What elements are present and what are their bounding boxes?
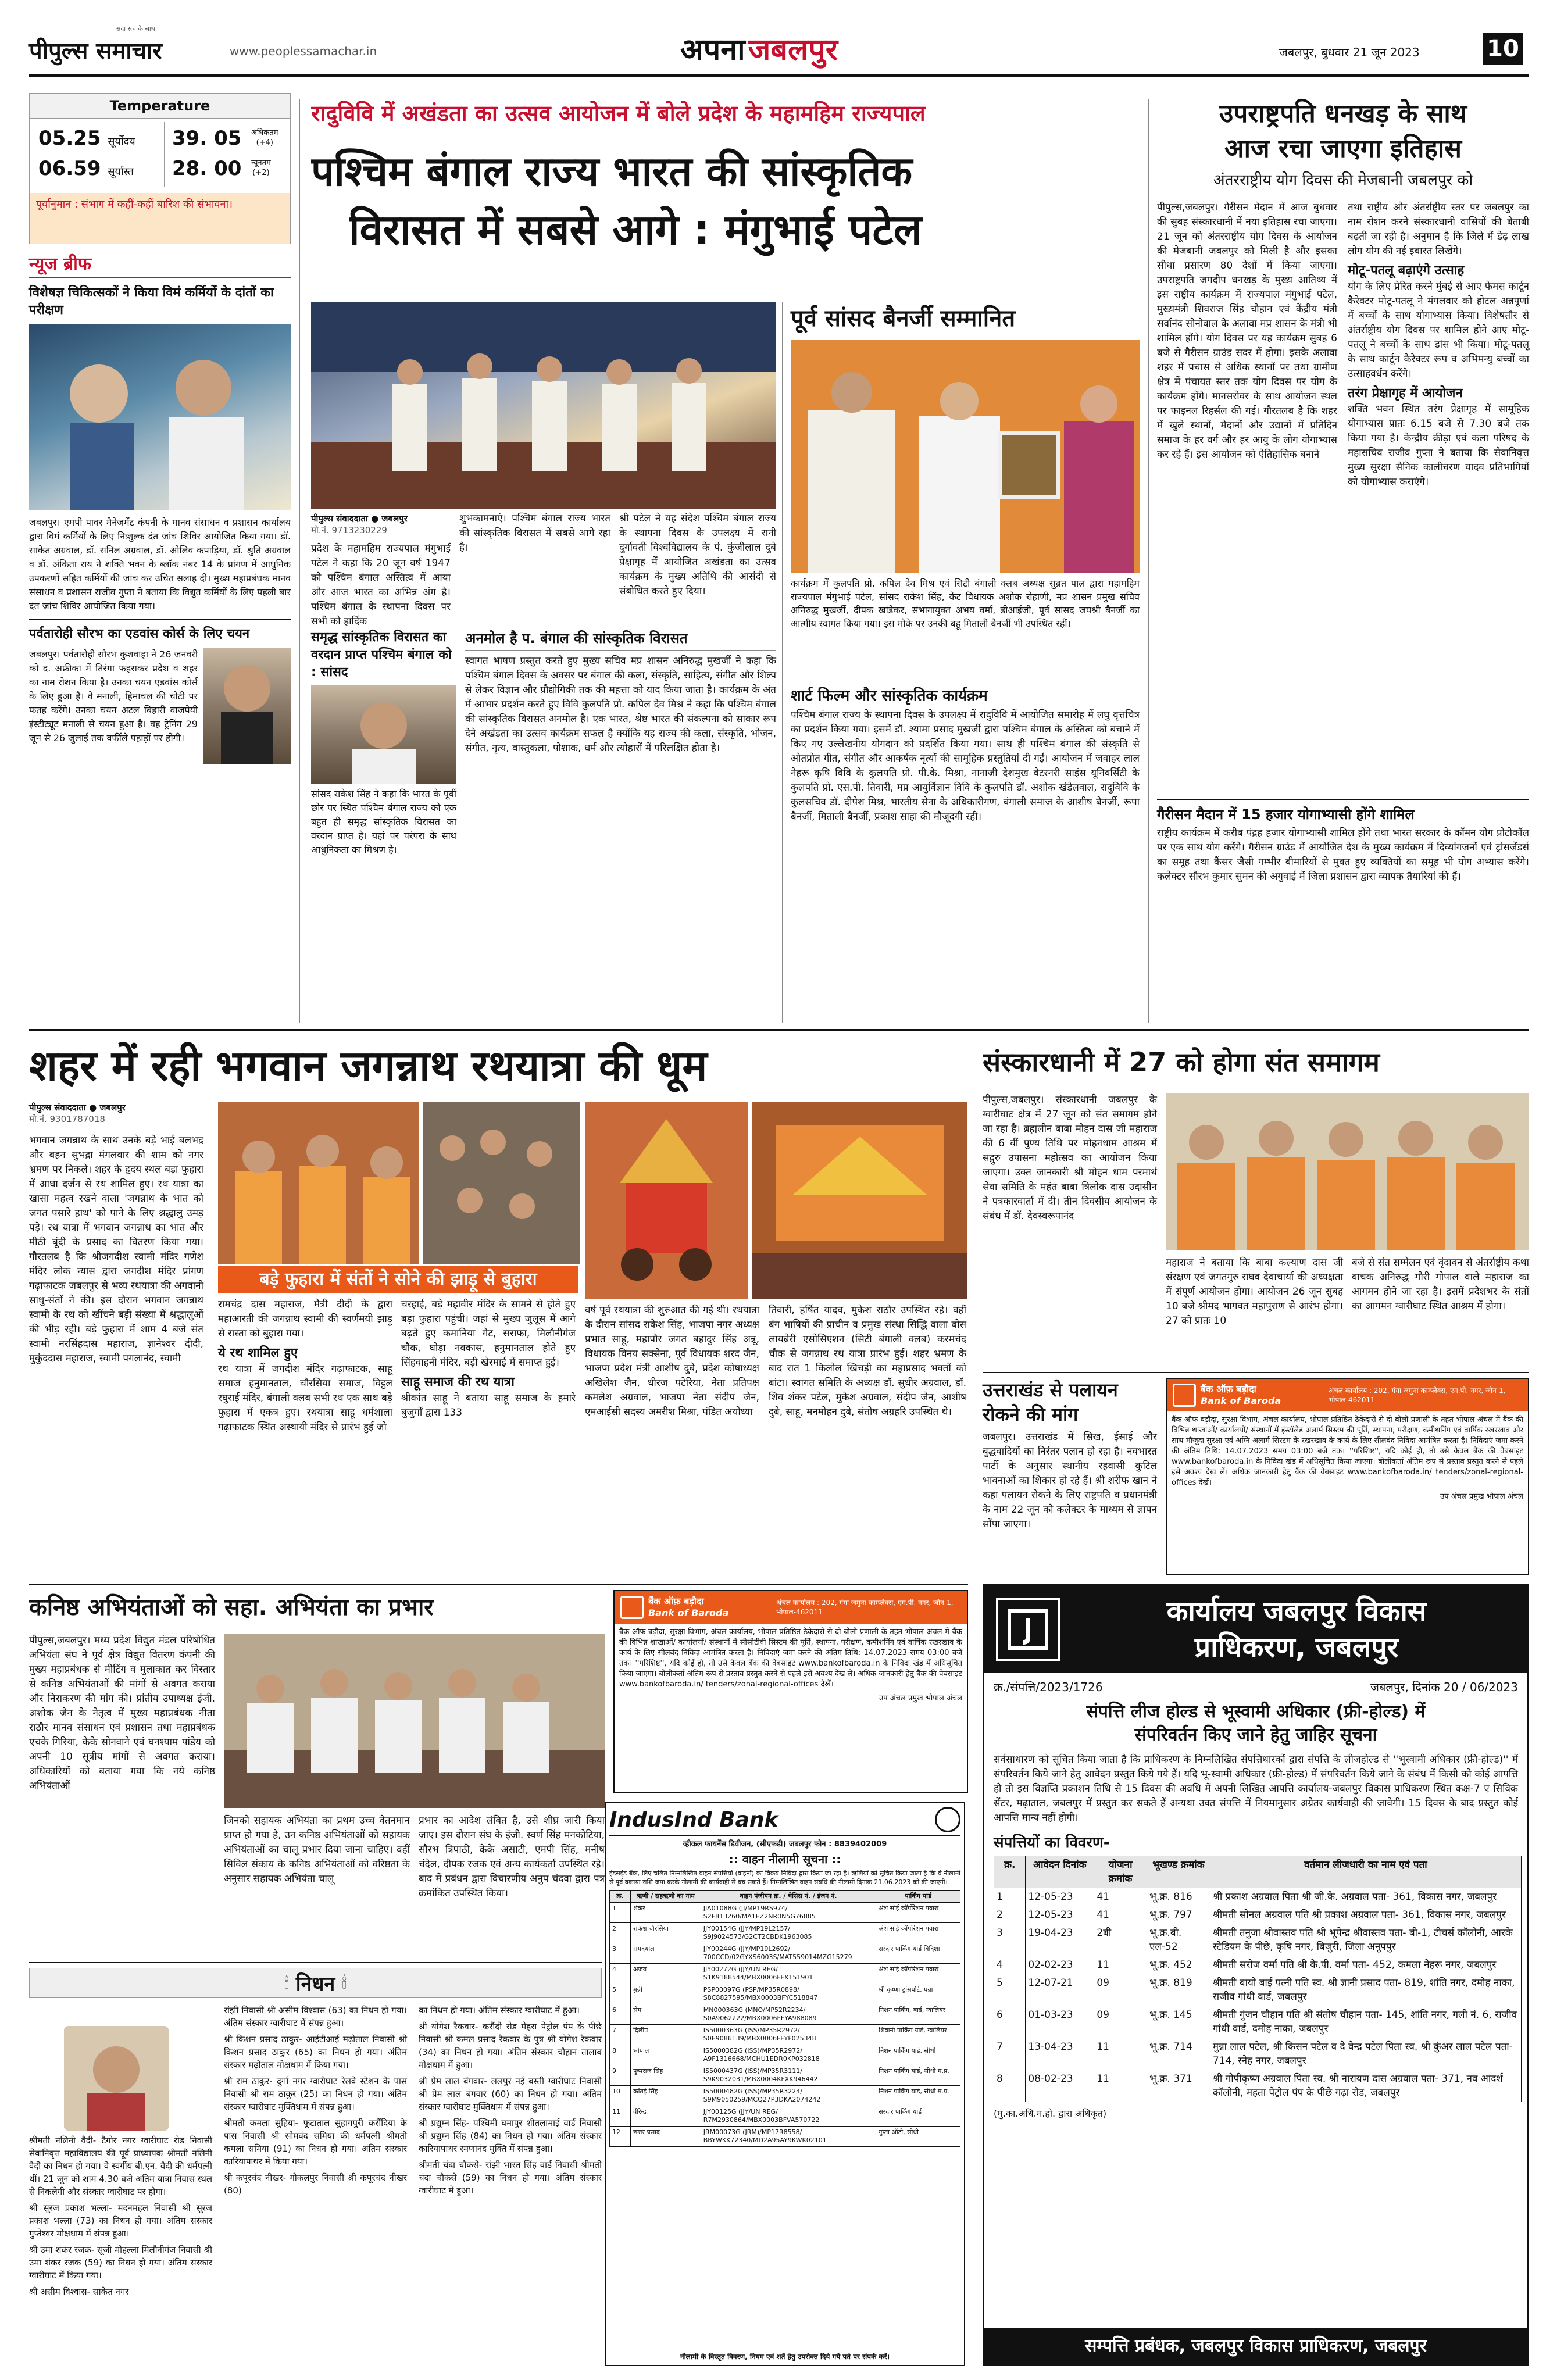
indusind-table-row bbox=[610, 2127, 960, 2147]
vp-sub3-body: राष्ट्रीय कार्यक्रम में करीब पंद्रह हजार योगाभ्यासी शामिल होंगे तथा भारत सरकार के कॉमन योग प्रोटोकॉल पर एक साथ योग करेंगे। गैरीसन ग्राउंड में आयोजित देश के मुख्य कार्यक्रम में दिव्यांगजनों एवं ट्रांसजेंडर्स का समूह तथा कैंसर जैसी गम्भीर बीमारियों से मुक्त हुए व्यक्तियों का समूह भी योग अभ्यास करेंगे। कलेक्टर सौरभ कुमार सुमन की अगुवाई में जिला प्रशासन द्वारा व्यापक तैयारियां की हैं। bbox=[1157, 827, 1529, 882]
rath-sub1-body: रथ यात्रा में जगदीश मंदिर गढ़ाफाटक, साहू समाज हनुमानताल, चौरसिया समाज, विट्ठल रघुराई मंदिर, बंगाली क्लब सभी रथ एक साथ बड़े फुहारा में एकत्र हुए। रथयात्रा साहू धर्मशाला गढ़ाफाटक स्थित अस्थायी मंदिर से प्रारंभ हुई जो bbox=[218, 1363, 392, 1433]
rath-col-3 bbox=[401, 1298, 576, 1420]
lead-photo-mp bbox=[311, 685, 456, 784]
indusind-table-cell: IS5000382G (ISS)/MP35R2972/ A9F1316668/MCHU1EDR0KP032818 bbox=[701, 2045, 876, 2065]
jda-table-cell: भू.क्र.बी. एल-52 bbox=[1147, 1924, 1210, 1956]
jda-table-cell: श्रीमती सोनल अग्रवाल पति श्री प्रकाश अग्रवाल पता- 361, विकास नगर, जबलपुर bbox=[1210, 1906, 1521, 1924]
sunrise-label: सूर्योदय bbox=[108, 135, 135, 148]
indusind-table-cell: शंकर bbox=[631, 1903, 701, 1923]
jda-notice-head-2: संपरिवर्तन किए जाने हेतु जाहिर सूचना bbox=[1134, 1725, 1377, 1745]
sant-col-1: पीपुल्स,जबलपुर। संस्कारधानी जबलपुर के ग्वारीघाट क्षेत्र में 27 जून को संत समागम होने जा रहा है। ब्रह्मलीन बाबा मोहन दास जी महाराज की 6 वीं पुण्य तिथि पर मोहनधाम आश्रम में सद्गुरु उपासना महोत्सव का आयोजन किया जाएगा। उक्त जानकारी श्री मोहन धाम परमार्थ सेवा समिति के महंत बाबा त्रिलोक दास उदासीन ने पत्रकारवार्ता में दी। तीन दिवसीय आयोजन के संबंध में डॉ. देवस्वरूपानंद bbox=[983, 1094, 1157, 1222]
max-temp: 39. 05 bbox=[172, 127, 242, 150]
rath-photo-2 bbox=[423, 1102, 580, 1264]
vp-col-2 bbox=[1348, 201, 1529, 489]
jda-table bbox=[994, 1856, 1522, 2102]
site-url[interactable]: www.peoplessamachar.in bbox=[230, 44, 377, 58]
masthead bbox=[0, 0, 1557, 90]
brief-headline-2: पर्वतारोही सौरभ का एडवांस कोर्स के लिए चयन bbox=[29, 627, 250, 641]
indusind-table-cell: JJY00154G (JJY/MP19L2157/ S9J9024573/G2CT2CBDK1963085 bbox=[701, 1923, 876, 1943]
section-title bbox=[680, 28, 838, 67]
indusind-table-cell: 11 bbox=[610, 2106, 631, 2127]
max-label: अधिकतम bbox=[251, 128, 278, 137]
portrait-illustration bbox=[203, 648, 291, 764]
jda-emblem bbox=[1005, 1606, 1051, 1653]
jda-table-cell: भू.क्र. 816 bbox=[1147, 1888, 1210, 1906]
banerjee-caption: कार्यक्रम में कुलपति प्रो. कपिल देव मिश्र एवं सिटी बंगाली क्लब अध्यक्ष सुब्रत पाल द्वारा महामहिम राज्यपाल मंगुभाई पटेल, सांसद राकेश सिंह, केंट विधायक अशोक रोहाणी, मप्र शासन प्रमुख सचिव अनिरुद्ध मुखर्जी, दीपक खांडेकर, संभागायुक्त अभय वर्मा, डीआईजी, पूर्व सांसद जयश्री बैनर्जी का आत्मीय स्वागत किया गया। इस मौके पर उनकी बहू मिताली बैनर्जी भी उपस्थित रहीं। bbox=[791, 578, 1140, 629]
jda-table-row bbox=[994, 1974, 1522, 2006]
jda-table-cell: 19-04-23 bbox=[1026, 1924, 1094, 1956]
vp-sub1-head: मोटू-पतलू बढ़ाएंगे उत्साह bbox=[1348, 263, 1465, 278]
bob-logo-icon bbox=[1173, 1384, 1196, 1407]
jda-table-cell: 41 bbox=[1094, 1906, 1147, 1924]
indusind-table-cell: 6 bbox=[610, 2004, 631, 2025]
indusind-table-cell: सेम bbox=[631, 2004, 701, 2025]
min-temp: 28. 00 bbox=[172, 157, 242, 180]
rath-col-2-body: रामचंद्र दास महाराज, मैत्री दीदी के द्वारा महाआरती की जगन्नाथ स्वामी की स्वर्णमयी झाड़ू से रास्ता को बुहारा गया। bbox=[218, 1299, 392, 1339]
abhiyanta-headline: कनिष्ठ अभियंताओं को सहा. अभियंता का प्रभार bbox=[29, 1594, 434, 1621]
indusind-table-row bbox=[610, 2025, 960, 2045]
rath-byline: पीपुल्स संवाददाता ● जबलपुर bbox=[29, 1102, 126, 1113]
obituary-entry: श्री असीम विश्वास- साकेत नगर bbox=[29, 2286, 129, 2297]
obituary-entry: श्रीमती चंदा चौकसे- रांझी भारत सिंह वार्ड निवासी श्रीमती चंदा चौकसे (59) का निधन हो गया। अंतिम संस्कार ग्वारीघाट में हुआ। bbox=[419, 2160, 602, 2196]
stage-illustration bbox=[311, 302, 776, 509]
indusind-table-cell: निशन पार्किंग यार्ड, सीधी bbox=[876, 2045, 960, 2065]
brand-tagline: सदा सच के साथ bbox=[116, 25, 155, 33]
sunset-label: सूर्यास्त bbox=[108, 166, 134, 178]
indusind-table-row bbox=[610, 1943, 960, 1964]
rath-col-3-body: चरहाई, बड़े महावीर मंदिर के सामने से होते हुए बड़ा फुहारा पहुंची। जहां से मुख्य जुलूस में आगे बढ़ते हुए कमानिया गेट, सराफा, मिलौनीगंज चौक, घोड़ा नक्कास, हनुमानताल होते हुए सिंहवाहनी मंदिर, बड़ी खेरमाई में समाप्त हुई। bbox=[401, 1299, 576, 1368]
obituary-entry: का निधन हो गया। अंतिम संस्कार ग्वारीघाट में हुआ। bbox=[419, 2005, 580, 2016]
jda-table-title: संपत्तियों का विवरण- bbox=[994, 1834, 1110, 1852]
lead-byline: पीपुल्स संवाददाता ● जबलपुर bbox=[311, 513, 408, 524]
indusind-table-cell: JJY00125G (JJY/UN REG/ R7M2930864/MBX0003BFVA570722 bbox=[701, 2106, 876, 2127]
rath-photo-3 bbox=[585, 1102, 748, 1299]
jda-table-row bbox=[994, 2070, 1522, 2102]
max-delta: (+4) bbox=[256, 138, 273, 147]
abhiyanta-col-1: पीपुल्स,जबलपुर। मध्य प्रदेश विद्युत मंडल परिषोधित अभियंता संघ ने पूर्व क्षेत्र विद्युत वितरण कंपनी की मुख्य महाप्रबंधक से मीटिंग व मुलाकात कर विस्तार से कनिष्ठ अभियंताओं की मांगों से अवगत कराया और निराकरण की मांग की। प्रांतीय उपाध्यक्ष इंजी. अशोक जैन के नेतृत्व में मुख्य महाप्रबंधक नीता राठौर मानव संसाधन एवं प्रशासन तथा महाप्रबंधक एचके गिरिया, केके सोनवाने एवं घनश्याम पांडेय को अपनी 10 सूत्रीय मांगों से अवगत कराया। अधिकारियों को बताया गया कि नये कनिष्ठ अभियंताओं bbox=[29, 1635, 215, 1792]
jda-table-cell: 1 bbox=[994, 1888, 1026, 1906]
obituary-entry: श्री कपूरचंद नीखर- गोकलपुर निवासी श्री कपूरचंद नीखर (80) bbox=[224, 2172, 407, 2196]
dental-camp-illustration bbox=[29, 324, 291, 510]
vp-sub2-head: तरंग प्रेक्षागृह में आयोजन bbox=[1348, 386, 1463, 401]
rath-col-1: भगवान जगन्नाथ के साथ उनके बड़े भाई बलभद्र और बहन सुभद्रा मंगलवार की शाम को नगर भ्रमण पर निकले। शहर के हृदय स्थल बड़ा फुहारा में आधा दर्जन से रथ शामिल हुए। रथ यात्रा का खासा महत्व रखने वाला 'जगन्नाथ के भात को जगत पसारे हाथ' को पाने के लिए श्रद्धालु उमड़ पड़े। रथ यात्रा में भगवान जगन्नाथ का भात और मीठी बूंदी के प्रसाद का वितरण किया गया। गौरतलब है कि श्रीजगदीश स्वामी मंदिर गणेश मंदिर लोक न्यास द्वारा जगदीश मंदिर प्रांगण गढ़ाफाटक जबलपुर से भव्य रथयात्रा की अगवानी साधु-संतों ने की। इस दौरान भगवान जगन्नाथ स्वामी के रथ को खींचने बड़ी संख्या में श्रद्धालुओं की भीड़ रही। बड़े फुहारा में शाम 4 बजे संत स्वामी नरसिंहदास महाराज, ज्ञानेश्वर दीदी, मुकुंददास महाराज, स्वामी पगलानंद, स्वामी bbox=[29, 1135, 203, 1364]
indusind-notice-title: :: वाहन नीलामी सूचना :: bbox=[728, 1852, 841, 1866]
banerjee-headline: पूर्व सांसद बैनर्जी सम्मानित bbox=[791, 305, 1016, 332]
indusind-table-cell: शिवानी पार्किंग यार्ड, ग्वालियर bbox=[876, 2025, 960, 2045]
jda-table-cell: 8 bbox=[994, 2070, 1026, 2102]
indusind-table-cell: दिलीप bbox=[631, 2025, 701, 2045]
lead-headline-1: पश्चिम बंगाल राज्य भारत की सांस्कृतिक bbox=[311, 148, 913, 195]
indusind-table-header: ऋणी / सहऋणी का नाम bbox=[631, 1891, 701, 1903]
chariot-illustration bbox=[585, 1102, 748, 1299]
jda-table-cell: 3 bbox=[994, 1924, 1026, 1956]
indusind-notice-body: इंडसइंड बैंक, लिए चलित निम्नलिखित वाहन संपत्तियों (वाहनों) का विक्रय निविदा द्वारा किया जा रहा है। ऋणियों को सूचित किया जाता है कि वे नीलामी से पूर्व बकाया राशि जमा करके नीलामी की कार्यवाही से बच सकते हैं। निम्नलिखित वाहन संबंधि की नीलामी दिनांक 21.06.2023 को की जाएगी। bbox=[609, 1870, 960, 1886]
brand-logo bbox=[29, 25, 215, 65]
saints-illustration bbox=[218, 1102, 419, 1264]
lead-sub1-head: समृद्ध सांस्कृतिक विरासत का वरदान प्राप्त पश्चिम बंगाल को : सांसद bbox=[311, 630, 452, 680]
vp-col-2-body: तथा राष्ट्रीय और अंतर्राष्ट्रीय स्तर पर जबलपुर का नाम रोशन करने संस्कारधानी वासियों की बेताबी बढ़ती जा रही है। अनुमान है कि जिले में डेढ़ लाख लोग योग की नई इबारत लिखेंगे। bbox=[1348, 202, 1529, 257]
indusind-table-row bbox=[610, 2045, 960, 2065]
jda-table-row bbox=[994, 1924, 1522, 1956]
jda-table-cell: 2बी bbox=[1094, 1924, 1147, 1956]
news-brief bbox=[29, 251, 291, 1024]
lead-sub2-head: अनमोल है प. बंगाल की सांस्कृतिक विरासत bbox=[465, 629, 776, 651]
vp-sub3 bbox=[1157, 805, 1529, 884]
issue-date: जबलपुर, बुधवार 21 जून 2023 bbox=[1279, 45, 1420, 59]
jda-table-cell: 12-05-23 bbox=[1026, 1906, 1094, 1924]
jda-table-row bbox=[994, 1906, 1522, 1924]
jda-table-cell: भू.क्र. 371 bbox=[1147, 2070, 1210, 2102]
saints-panel-illustration bbox=[1166, 1093, 1529, 1250]
obituaries-title: निधन bbox=[295, 1972, 335, 1996]
brief-headline-1: विशेषज्ञ चिकित्सकों ने किया विमं कर्मियों के दांतों का परीक्षण bbox=[29, 285, 274, 317]
jda-table-cell: भू.क्र. 452 bbox=[1147, 1956, 1210, 1974]
jda-table-cell: भू.क्र. 714 bbox=[1147, 2038, 1210, 2070]
lead-headline-2: विरासत में सबसे आगे : मंगुभाई पटेल bbox=[349, 205, 922, 254]
rath-col-4: वर्ष पूर्व रथयात्रा की शुरुआत की गई थी। रथयात्रा के दौरान सांसद राकेश सिंह, भाजपा नगर अध्यक्ष प्रभात साहू, महापौर जगत बहादुर सिंह अन्नू, विधायक विनय सक्सेना, पूर्व विधायक शरद जैन, भाजपा प्रदेश मंत्री आशीष दुबे, प्रदेश कोषाध्यक्ष अखिलेश जैन, धीरज पटेरिया, नेता प्रतिपक्ष कमलेश अग्रवाल, भाजपा नेता संदीप जैन, एमआईसी सदस्य अमरीश मिश्रा, पंडित अयोध्या bbox=[585, 1305, 759, 1418]
indusind-table-cell: अंश सांई कॉर्पोरेशन पवारा bbox=[876, 1964, 960, 1984]
indusind-table-cell: JRM00073G (JRM)/MP17R8558/ BBYWKK72340/MD2A95AY9KWK02101 bbox=[701, 2127, 876, 2147]
jda-notice-head-1: संपत्ति लीज होल्ड से भूस्वामी अधिकार (फ्री-होल्ड) में bbox=[1086, 1702, 1426, 1722]
jda-table-cell: 6 bbox=[994, 2006, 1026, 2038]
indusind-table-header: क्र. bbox=[610, 1891, 631, 1903]
jda-table-cell: 11 bbox=[1094, 2070, 1147, 2102]
jda-table-header: भूखण्ड क्रमांक bbox=[1147, 1856, 1210, 1888]
lead-photo-governor-stage bbox=[311, 302, 776, 509]
obituary-entry: श्रीमती कमला सुहिया- फूटाताल सुहागपुरी करौंदिया के पास निवासी श्री सोमवंद समिया की धर्मपत्नी श्रीमती कमला समिया (91) का निधन हो गया। अंतिम संस्कार कारियापाथर में किया गया। bbox=[224, 2118, 407, 2167]
jda-title-2: प्राधिकरण, जबलपुर bbox=[1194, 1631, 1399, 1664]
rath-sub2-head: साहू समाज की रथ यात्रा bbox=[401, 1375, 515, 1389]
abhiyanta-col-2: जिनको सहायक अभियंता का प्रथम उच्च वेतनमान प्राप्त हो गया है, उन कनिष्ठ अभियंताओं को सहायक अभियंताओं का चालू प्रभार दिया जाना चाहिए। वहीं सिविल संकाय के कनिष्ठ अभियंताओं को वरिष्ठता के अनुसार सहायक अभियंता चालू bbox=[224, 1815, 410, 1885]
lead-sub1 bbox=[311, 629, 456, 857]
indusind-table-cell: IS5000363G (ISS/MP35R2972/ S0E9086139/MBX0006FFYF025348 bbox=[701, 2025, 876, 2045]
obituary-entry: श्रीमती नलिनी वैदी- टैगोर नगर ग्वारीघाट रोड निवासी सेवानिवृत्त महाविद्यालय की पूर्व प्राध्यापक श्रीमती नलिनी वैदी का निधन हो गया। वे स्वर्गीय बी.एन. वैदी की धर्मपत्नी थीं। 21 जून को शाम 4.30 बजे अंतिम यात्रा निवास स्थल से निकलेगी और संस्कार ग्वारीघाट पर होगा। bbox=[29, 2135, 212, 2197]
indusind-table-cell: JJY00272G (JJY/UN REG/ S1K9188544/MBX0006FFX151901 bbox=[701, 1964, 876, 1984]
banerjee-sub-body: पश्चिम बंगाल राज्य के स्थापना दिवस के उपलक्ष्य में रादुविवि में आयोजित समारोह में लघु वृत्तचित्र का प्रदर्शन किया गया। इसमें डॉ. श्यामा प्रसाद मुखर्जी द्वारा पश्चिम बंगाल के अस्तित्व को बचाने में किए गए उल्लेखनीय योगदान को प्रदर्शित किया गया। साथ ही पश्चिम बंगाल की संस्कृति से ओतप्रोत गीत, संगीत और आकर्षक नृत्यों की सामूहिक प्रस्तुतियां दी गईं। आयोजन में जवाहर लाल नेहरू कृषि विवि के कुलपति प्रो. पी.के. मिश्रा, नानाजी देशमुख वेटरनरी साइंस यूनिवर्सिटी के कुलपति प्रो. एस.पी. तिवारी, मप्र आयुर्विज्ञान विवि के कुलपति डॉ. अशोक खंडेलवाल, रादुविवि के कुलसचिव डॉ. दीपेश मिश्र, भारतीय सेना के अधिकारीगण, बंगाली समाज के आशीष बैनर्जी, रूपा बैनर्जी, मिताली बैनर्जी, प्रकाश साहा की मौजूदगी रही। bbox=[791, 709, 1140, 823]
lead-sub1-body: सांसद राकेश सिंह ने कहा कि भारत के पूर्वी छोर पर स्थित पश्चिम बंगाल राज्य को एक बहुत ही समृद्ध सांस्कृतिक विरासत का वरदान प्राप्त है। यहां पर परंपरा के साथ आधुनिकता का मिश्रण है। bbox=[311, 788, 456, 855]
indusind-table-row bbox=[610, 1923, 960, 1943]
bob-office: अंचल कार्यालय : 202, गंगा जमुना काम्प्लेक्स, एम.पी. नगर, जोन-1, भोपाल-462011 bbox=[1329, 1386, 1506, 1404]
bob-office: अंचल कार्यालय : 202, गंगा जमुना काम्प्लेक्स, एम.पी. नगर, जोन-1, भोपाल-462011 bbox=[776, 1599, 954, 1616]
jda-table-cell: 11 bbox=[1094, 1956, 1147, 1974]
indusind-table-cell: 12 bbox=[610, 2127, 631, 2147]
vp-col-1: पीपुल्स,जबलपुर। गैरीसन मैदान में आज बुधवार की सुबह संस्कारधानी में नया इतिहास रचा जाएगा। 21 जून को अंतरराष्ट्रीय योग दिवस के आयोजन की मेजबानी जबलपुर को मिली है और इसका सीधा प्रसारण 80 देशों में किया जाएगा। उपराष्ट्रपति जगदीप धनखड़ के मुख्य आतिथ्य में इस राष्ट्रीय कार्यक्रम में राज्यपाल मंगुभाई पटेल, मुख्यमंत्री शिवराज सिंह चौहान एवं केंद्रीय मंत्री सर्वानंद सोनोवाल के अलावा मप्र शासन के मंत्री भी शामिल होंगे। योग दिवस पर यह कार्यक्रम सुबह 6 बजे से गैरीसन ग्राउंड सदर में होगा। इसके अलावा शहर में पचास से अधिक स्थानों पर तथा ग्रामीण क्षेत्र में पंचायत स्तर तक योग दिवस पर योग के कार्यक्रम होंगे। मानसरोवर के साथ आयोजन स्थल पर फाइनल रिहर्सल की गई। गौरतलब है कि शहर में खुले स्थानों, मैदानों और उद्यानों में प्रतिदिन समाज के हर वर्ग और हर आयु के लोग योगाभ्यास कर रहे हैं। इस आयोजन को ऐतिहासिक बनाने bbox=[1157, 202, 1337, 460]
indusind-table-cell: निशन पार्किंग यार्ड, सीधी म.प्र. bbox=[876, 2065, 960, 2086]
jda-table-cell: 09 bbox=[1094, 2006, 1147, 2038]
jda-table-row bbox=[994, 1956, 1522, 1974]
jda-table-cell: 12-05-23 bbox=[1026, 1888, 1094, 1906]
jda-table-cell: 02-02-23 bbox=[1026, 1956, 1094, 1974]
jda-footer: सम्पत्ति प्रबंधक, जबलपुर विकास प्राधिकरण, जबलपुर bbox=[984, 2328, 1527, 2364]
lead-kicker: रादुविवि में अखंडता का उत्सव आयोजन में बोले प्रदेश के महामहिम राज्यपाल bbox=[311, 101, 926, 126]
indusind-table-cell: निशन पार्किंग यार्ड, सीधी म.प्र. bbox=[876, 2086, 960, 2106]
banerjee-sub-head: शार्ट फिल्म और सांस्कृतिक कार्यक्रम bbox=[791, 687, 988, 705]
page-number: 10 bbox=[1483, 33, 1523, 65]
indusind-table-cell: भोपाल bbox=[631, 2045, 701, 2065]
rath-sub1-head: ये रथ शामिल हुए bbox=[218, 1346, 298, 1360]
indusind-table-cell: IS5000437G (ISS)/MP35R3111/ S9K9032031/MBX0004KFXK946442 bbox=[701, 2065, 876, 2086]
indusind-table-header: वाहन पंजीयन क्र. / चेसिस नं. / इंजन नं. bbox=[701, 1891, 876, 1903]
obituary-col-1 bbox=[29, 2004, 212, 2298]
rath-sub2-body: श्रीकांत साहू ने बताया साहू समाज के हमारे बुजुर्गों द्वारा 133 bbox=[401, 1392, 576, 1418]
jda-notice[interactable] bbox=[983, 1584, 1529, 2366]
jda-table-cell: 08-02-23 bbox=[1026, 2070, 1094, 2102]
jda-table-cell: श्रीमती तनुजा श्रीवास्तव पति श्री भूपेन्द्र श्रीवास्तव पता- बी-1, टीचर्स कॉलोनी, आरके स्टेडियम के पीछे, कृषि नगर, बिजुरी, जिला अनूपपुर bbox=[1210, 1924, 1521, 1956]
obituary-entry: श्री राम ठाकुर- दुर्गा नगर ग्वारीघाट रेलवे स्टेशन के पास निवासी श्री राम ठाकुर (25) का निधन हो गया। अंतिम संस्कार ग्वारीघाट मुक्तिधाम में संपन्न हुआ। bbox=[224, 2076, 407, 2112]
sant-photo bbox=[1166, 1093, 1529, 1250]
indusind-footer: नीलामी के विस्तृत विवरण, नियम एवं शर्तें हेतु उपरोक्त दिये गये पते पर संपर्क करें। bbox=[609, 2349, 960, 2361]
masthead-rule bbox=[29, 74, 1529, 77]
indusind-table-row bbox=[610, 2004, 960, 2025]
indusind-table-cell: 3 bbox=[610, 1943, 631, 1964]
bob-ad-body: बैंक ऑफ बड़ौदा, सुरक्षा विभाग, अंचल कार्यालय, भोपाल प्रतिष्ठित ठेकेदारों से दो बोली प्रणाली के तहत भोपाल अंचल में बैंक की विभिन्न शाखाओं/ कार्यालयों/ संस्थानों में सीसीटीवी सिस्टम की पूर्ति, स्थापना, परीक्षण, कमीशनिंग एवं वार्षिक रखरखाव के कार्य के लिए सीलबंद निविदा आमंत्रित करता है। निविदाएं जमा करने की अंतिम तिथि: 14.07.2023 समय 03:00 बजे तक। ''परिशिष्ट'', यदि कोई हो, तो उसे केवल बैंक की वेबसाइट www.bankofbaroda.in के निविदा खंड में अधिसूचित किया जाएगा। बोलीकर्ता अंतिम रूप से प्रस्ताव प्रस्तुत करने से पहले इसे अवश्य देख लें। अधिक जानकारी हेतु बैंक की वेबसाइट www.bankofbaroda.in/ tenders/zonal-regional-offices देखें। bbox=[619, 1628, 962, 1689]
indusind-table-cell: 1 bbox=[610, 1903, 631, 1923]
uttarakhand-story bbox=[983, 1378, 1157, 1532]
indusind-table-row bbox=[610, 2086, 960, 2106]
lead-sub2-body: स्वागत भाषण प्रस्तुत करते हुए मुख्य सचिव मप्र शासन अनिरुद्ध मुखर्जी ने कहा कि पश्चिम बंगाल दिवस के अवसर पर बंगाल की कला, संस्कृति, साहित्य, संगीत और शिल्प से लेकर विज्ञान और प्रौद्योगिकी तक की महत्ता को याद किया जाता है। कार्यक्रम के अंत में आभार प्रदर्शन करते हुए विवि कुलपति प्रो. कपिल देव मिश्र ने कहा कि पश्चिम बंगाल की सांस्कृतिक विरासत अनमोल है। एक भारत, श्रेष्ठ भारत की संकल्पना को साकार रूप देने अखंडता का उत्सव कार्यक्रम सफल है क्योंकि यह राज्य की कला, संस्कृति, भोजन, संगीत, नृत्य, वास्तुकला, पोशाक, धर्म और त्योहारों में परिलक्षित होता है। bbox=[465, 655, 776, 754]
weather-forecast: पूर्वानुमान : संभाग में कहीं-कहीं बारिश की संभावना। bbox=[30, 193, 290, 244]
lead-mobile: मो.नं. 9713230229 bbox=[311, 525, 387, 535]
candle-icon: 🕯 bbox=[342, 1973, 347, 1992]
indusind-table-cell: 4 bbox=[610, 1964, 631, 1984]
rath-photo-1 bbox=[218, 1102, 419, 1264]
indusind-table-cell: MN000363G (MNO/MP52R2234/ S0A9062222/MBX0006FFYA988089 bbox=[701, 2004, 876, 2025]
indusind-table-row bbox=[610, 1903, 960, 1923]
indusind-table-cell: सरदार पार्किंग यार्ड bbox=[876, 2106, 960, 2127]
min-label: न्यूनतम bbox=[251, 159, 271, 167]
candle-icon: 🕯 bbox=[284, 1973, 289, 1992]
indusind-table-cell: 2 bbox=[610, 1923, 631, 1943]
obituary-entry: श्री प्रेम लाल बंगवार- ललपुर नई बस्ती ग्वारीघाट निवासी श्री प्रेम लाल बंगवार (60) का निधन हो गया। अंतिम संस्कार ग्वारीघाट मुक्तिधाम में संपन्न हुआ। bbox=[419, 2076, 602, 2112]
brief-body-2: जबलपुर। पर्वतारोही सौरभ कुशवाहा ने 26 जनवरी को द. अफ्रीका में तिरंगा फहराकर प्रदेश व शहर का नाम रोशन किया है। उनका चयन एडवांस कोर्स के लिए हुआ है। वे मनाली, हिमाचल की चोटी पर फतह करेंगे। उनका चयन अटल बिहारी वाजपेयी इंस्टीट्यूट मनाली से चयन हुआ है। वह ट्रेनिंग 29 जून से 26 जुलाई तक वर्फीले पहाड़ों पर होगी। bbox=[29, 649, 198, 744]
crowd-illustration bbox=[423, 1102, 580, 1264]
jda-table-cell: भू.क्र. 145 bbox=[1147, 2006, 1210, 2038]
obituary-entry: श्री योगेश रैकवार- करौंदी रोड मेहरा पेट्रोल पंप के पीछे निवासी श्री कमल प्रसाद रैकवार के पुत्र श्री योगेश रैकवार (34) का निधन हो गया। अंतिम संस्कार चौहान तालाब मोक्षधाम में हुआ। bbox=[419, 2021, 602, 2070]
indusind-table-cell: निशन पार्किंग, बार्ड, ग्वालियर bbox=[876, 2004, 960, 2025]
indusind-table-cell: JJY00244G (JJY/MP19L2692/ 700CCD/02GYXS6003S/MAT559014MZG15279 bbox=[701, 1943, 876, 1964]
indusind-sub: व्हीकल फायनेंस डिवीजन, (सीएफडी) जबलपुर फोन : 8839402009 bbox=[683, 1840, 887, 1849]
jda-table-cell: 41 bbox=[1094, 1888, 1147, 1906]
jda-logo-icon bbox=[996, 1598, 1060, 1661]
jda-table-cell: भू.क्र. 797 bbox=[1147, 1906, 1210, 1924]
brief-body-1: जबलपुर। एमपी पावर मैनेजमेंट कंपनी के मानव संसाधन व प्रशासन कार्यालय द्वारा विमं कर्मियों के लिए निःशुल्क दंत जांच शिविर आयोजित किया गया। डॉ. साकेत अग्रवाल, डॉ. सनिल अग्रवाल, डॉ. ओलिव कपाड़िया, डॉ. श्रुति अग्रवाल व डॉ. अंकिता राय ने शक्ति भवन के ब्लॉक नंबर 14 के प्रांगण में आधुनिक उपकरणों सहित कर्मियों की जांच कर उचित सलाह दी। मुख्य महाप्रबंधक मानव संसाधन व प्रशासन राजीव गुप्ता ने बताया कि विद्युत कर्मियों के लिए पहली बार दंत जांच शिविर आयोजित किया गया। bbox=[29, 517, 291, 612]
brand-name: पीपुल्स समाचार bbox=[29, 38, 162, 65]
bob-logo-icon bbox=[620, 1596, 644, 1619]
indusind-logo: IndusInd Bank bbox=[609, 1807, 779, 1832]
jda-table-cell: 01-03-23 bbox=[1026, 2006, 1094, 2038]
lead-body-2: शुभकामनाएं। पश्चिम बंगाल राज्य भारत की सांस्कृतिक विरासत में सबसे आगे रहा है। bbox=[459, 513, 610, 553]
indusind-table-cell: अजय bbox=[631, 1964, 701, 1984]
sant-col-3: बजे से संत सम्मेलन एवं वृंदावन से अंतर्राष्ट्रीय कथा वाचक अनिरुद्ध गौरी गोपाल वाले महाराज का आगमन होने जा रहा है। इसमें प्रदेशभर के संतों का आगमन ग्वारीघाट स्थित आश्रम में होगा। bbox=[1352, 1257, 1529, 1312]
vp-sub3-head: गैरीसन मैदान में 15 हजार योगाभ्यासी होंगे शामिल bbox=[1157, 806, 1415, 823]
jda-table-cell: श्री गोपीकृष्ण अग्रवाल पिता स्व. श्री नारायण दास अग्रवाल पता- 371, नव आदर्श कॉलोनी, महता पेट्रोल पंप के पीछे गढ़ा रोड, जबलपुर bbox=[1210, 2070, 1521, 2102]
jda-date: जबलपुर, दिनांक 20 / 06/2023 bbox=[1370, 1680, 1518, 1694]
obituaries bbox=[29, 1968, 602, 2363]
bob-ad-body: बैंक ऑफ बड़ौदा, सुरक्षा विभाग, अंचल कार्यालय, भोपाल प्रतिष्ठित ठेकेदारों से दो बोली प्रणाली के तहत भोपाल अंचल में बैंक की विभिन्न शाखाओं/ कार्यालयों/ संस्थानों में इंस्टॉलेड अलार्म सिस्टम की पूर्ति, स्थापना, परीक्षण, कमीशनिंग एवं वार्षिक रखरखाव और साथ मौजूदा सुरक्षा एवं अग्नि अलार्म सिस्टम के रखरखाव के कार्य के लिए सीलबंद निविदा आमंत्रित करता है। निविदाएं जमा करने की अंतिम तिथि: 14.07.2023 समय 03:00 बजे तक। ''परिशिष्ट'', यदि कोई हो, तो उसे केवल बैंक की वेबसाइट www.bankofbaroda.in के निविदा खंड में अधिसूचित किया जाएगा। बोलीकर्ता अंतिम रूप से प्रस्ताव प्रस्तुत करने से पहले इसे अवश्य देख लें। अधिक जानकारी हेतु बैंक की वेबसाइट www.bankofbaroda.in/ tenders/zonal-regional-offices देखें। bbox=[1172, 1416, 1523, 1487]
brief-photo-saurabh bbox=[203, 648, 291, 764]
section-prefix: अपना bbox=[680, 33, 745, 67]
obituary-entry: श्री सूरज प्रकाश भल्ला- मदनमहल निवासी श्री सूरज प्रकाश भल्ला (73) का निधन हो गया। अंतिम संस्कार गुप्तेश्वर मोक्षधाम में संपन्न हुआ। bbox=[29, 2203, 212, 2239]
mp-portrait-illustration bbox=[311, 685, 456, 784]
procession-illustration bbox=[752, 1102, 967, 1299]
indusind-table-cell: 7 bbox=[610, 2025, 631, 2045]
jda-table-cell: 12-07-21 bbox=[1026, 1974, 1094, 2006]
abhiyanta-photo bbox=[224, 1634, 605, 1808]
jda-table-cell: 7 bbox=[994, 2038, 1026, 2070]
rath-col-5: तिवारी, हर्षित यादव, मुकेश राठौर उपस्थित रहे। वहीं बंग भाषियों की प्राचीन व प्रमुख संस्था सिद्धि वाला बोस लायब्रेरी एसोसिएशन (सिटी बंगाली क्लब) करमचंद चौक से जगन्नाथ रथ यात्रा प्रारंभ हुई। शहर भ्रमण के बाद रात 1 किलोल खिचड़ी का महाप्रसाद भक्तों को बांटा। स्वागत समिति के अध्यक्ष डॉ. सुधीर अग्रवाल, डॉ. शिव शंकर पटेल, मुकेश अग्रवाल, संदीप जैन, आशीष दुबे, साहू, मनमोहन दुबे, संतोष अग्रहरि उपस्थित थे। bbox=[769, 1305, 966, 1418]
bob-ad-cctv[interactable] bbox=[613, 1590, 968, 1793]
indusind-table-cell: 10 bbox=[610, 2086, 631, 2106]
lead-body-1: प्रदेश के महामहिम राज्यपाल मंगुभाई पटेल ने कहा कि 20 जून वर्ष 1947 को पश्चिम बंगाल अस्तित्व में आया और आज भारत का अभिन्न अंग है। पश्चिम बंगाल के स्थापना दिवस पर सभी को हार्दिक bbox=[311, 543, 451, 627]
jda-note: (मु.का.अधि.म.हो. द्वारा अधिकृत) bbox=[994, 2108, 1107, 2119]
uttarakhand-headline: उत्तराखंड से पलायन रोकने की मांग bbox=[983, 1379, 1118, 1425]
indusind-table-cell: 5 bbox=[610, 1984, 631, 2004]
obituary-col-3 bbox=[419, 2004, 602, 2197]
news-brief-label: न्यूज ब्रीफ bbox=[29, 251, 291, 278]
indusind-table-cell: PSP00097G (PSP/MP35R0898/ S8C8827595/MBX0003BFYC518847 bbox=[701, 1984, 876, 2004]
vp-headline-1: उपराष्ट्रपति धनखड़ के साथ bbox=[1219, 99, 1467, 128]
bob-ad-sign: उप अंचल प्रमुख भोपाल अंचल bbox=[1440, 1492, 1523, 1501]
jda-title-1: कार्यालय जबलपुर विकास bbox=[1166, 1595, 1427, 1628]
jda-table-cell: 09 bbox=[1094, 1974, 1147, 2006]
indusind-table-cell: छत्तर प्रसाद bbox=[631, 2127, 701, 2147]
section-city: जबलपुर bbox=[748, 33, 838, 67]
jda-table-cell: 11 bbox=[1094, 2038, 1147, 2070]
jda-table-cell: श्रीमती बायो बाई पत्नी पति स्व. श्री ज्ञानी प्रसाद पता- 819, शांति नगर, दमोह नाका, राजीव गांधी वार्ड, जबलपुर bbox=[1210, 1974, 1521, 2006]
indusind-table-cell: राकेश चौरसिया bbox=[631, 1923, 701, 1943]
bob-ad-sign: उप अंचल प्रमुख भोपाल अंचल bbox=[879, 1694, 962, 1703]
indusind-table-row bbox=[610, 1984, 960, 2004]
vp-headline-2: आज रचा जाएगा इतिहास bbox=[1224, 134, 1462, 163]
rath-photo-caption: बड़े फुहारा में संतों ने सोने की झाड़ू से बुहारा bbox=[218, 1266, 578, 1293]
obituary-col-2 bbox=[224, 2004, 407, 2197]
jda-table-cell: 5 bbox=[994, 1974, 1026, 2006]
indusind-table-cell: सरदार पार्किंग यार्ड विदिशा bbox=[876, 1943, 960, 1964]
lead-body-3: श्री पटेल ने यह संदेश पश्चिम बंगाल राज्य के स्थापना दिवस के उपलक्ष्य में रानी दुर्गावती विश्वविद्यालय के पं. कुंजीलाल दुबे प्रेक्षागृह में आयोजित अखंडता का उत्सव कार्यक्रम के मुख्य अतिथि की आसंदी से संबोधित करते हुए दिया। bbox=[619, 513, 776, 597]
obituary-entry: श्री किशन प्रसाद ठाकुर- आईटीआई मढ़ोताल निवासी श्री किशन प्रसाद ठाकुर (65) का निधन हो गया। अंतिम संस्कार मढ़ोताल मोक्षधाम में किया गया। bbox=[224, 2034, 407, 2070]
indusind-table-cell: पुष्पराज सिंह bbox=[631, 2065, 701, 2086]
jda-table-header: वर्तमान लीजधारी का नाम एवं पता bbox=[1210, 1856, 1521, 1888]
indusind-auction-ad[interactable] bbox=[605, 1802, 965, 2366]
banerjee-photo bbox=[791, 340, 1140, 573]
brief-photo-dental-camp bbox=[29, 324, 291, 510]
lead-sub2 bbox=[465, 629, 776, 756]
weather-title: Temperature bbox=[30, 94, 290, 119]
vp-kicker: अंतरराष्ट्रीय योग दिवस की मेजबानी जबलपुर को bbox=[1213, 171, 1473, 189]
indusind-table-cell: अंश सांई कॉर्पोरेशन पवारा bbox=[876, 1903, 960, 1923]
bob-logo-hi: बैंक ऑफ़ बड़ौदा bbox=[1201, 1384, 1256, 1395]
vp-sub2-body: शक्ति भवन स्थित तरंग प्रेक्षागृह में सामूहिक योगाभ्यास प्रातः 6.15 बजे से 7.30 बजे तक किया गया है। केन्द्रीय क्रीड़ा एवं कला परिषद के महासचिव राजीव गुप्ता ने बताया कि सेवानिवृत्त मुख्य सुरक्षा सैनिक कालीचरण यादव प्रतिभागियों को योगाभ्यास कराएंगे। bbox=[1348, 403, 1529, 488]
min-delta: (+2) bbox=[252, 169, 270, 177]
jda-table-row bbox=[994, 1888, 1522, 1906]
jda-table-cell: 2 bbox=[994, 1906, 1026, 1924]
jda-table-cell: 4 bbox=[994, 1956, 1026, 1974]
indusind-table-row bbox=[610, 2065, 960, 2086]
indusind-table-cell: 9 bbox=[610, 2065, 631, 2086]
jda-table-cell: श्री प्रकाश अग्रवाल पिता श्री जी.के. अग्रवाल पता- 361, विकास नगर, जबलपुर bbox=[1210, 1888, 1521, 1906]
indusind-table-cell: गुप्ता ऑटो, सीधी bbox=[876, 2127, 960, 2147]
bob-logo-hi: बैंक ऑफ़ बड़ौदा bbox=[648, 1596, 704, 1607]
bob-logo-en: Bank of Baroda bbox=[648, 1607, 729, 1618]
obituary-entry: श्री प्रद्युम्न सिंह- पश्चिमी घमापुर शीतलामाई वार्ड निवासी श्री प्रद्युम्न सिंह (84) का निधन हो गया। अंतिम संस्कार कारियापाथर रमणानंद मुक्ति में संपन्न हुआ। bbox=[419, 2118, 602, 2154]
jda-table-header: आवेदन दिनांक bbox=[1026, 1856, 1094, 1888]
rath-photo-4 bbox=[752, 1102, 967, 1299]
obituary-entry: रांझी निवासी श्री असीम विश्वास (63) का निधन हो गया। अंतिम संस्कार ग्वारीघाट में संपन्न हुआ। bbox=[224, 2005, 407, 2028]
indusind-table-cell: श्री कृष्णा ट्रांसपोर्ट, पन्ना bbox=[876, 1984, 960, 2004]
abhiyanta-col-3: प्रभार का आदेश लंबित है, उसे शीघ्र जारी किया जाए। इस दौरान संघ के इंजी. स्वर्ण सिंह मनकोटिया, सौरभ त्रिपाठी, केके असाटी, एमपी सिंह, मनीष चंदेल, दीपक रजक एवं अन्य कार्यकर्ता उपस्थित रहे। बाद में प्रबंधन द्वारा विचारणीय अनुप चंदवा द्वारा पत्र क्रमांकित उपस्थित किया। bbox=[419, 1815, 605, 1899]
jda-table-row bbox=[994, 2038, 1522, 2070]
felicitation-illustration bbox=[791, 340, 1140, 573]
jda-table-row bbox=[994, 2006, 1522, 2038]
indusind-table-cell: मुन्नी bbox=[631, 1984, 701, 2004]
rath-headline: शहर में रही भगवान जगन्नाथ रथयात्रा की धूम bbox=[29, 1041, 708, 1090]
obituary-entry: श्री उमा शंकर रजक- सूजी मोहल्ला मिलौनीगंज निवासी श्री उमा शंकर रजक (59) का निधन हो गया। अंतिम संस्कार ग्वारीघाट में किया गया। bbox=[29, 2245, 212, 2281]
banerjee-sub bbox=[791, 686, 1140, 824]
indusind-table-row bbox=[610, 1964, 960, 1984]
weather-box bbox=[29, 93, 291, 244]
jda-notice-body: सर्वसाधारण को सूचित किया जाता है कि प्राधिकरण के निम्नलिखित संपत्तिधारकों द्वारा संपत्ति के लीजहोल्ड से ''भूस्वामी अधिकार (फ्री-होल्ड)'' में संपरिवर्तन किये जाने हेतु आवेदन प्रस्तुत किये गये हैं। यदि भू-स्वामी अधिकार (फ्री-होल्ड) में संपरिवर्तन किये जाने के संबंध में किसी को कोई आपत्ति हो तो इस विज्ञप्ति प्रकाशन तिथि से 15 दिवस की अवधि में अपनी लिखित आपत्ति कार्यालय-जबलपुर विकास प्राधिकरण स्थित कक्ष-7 ए सिविक सेंटर, मढ़ाताल, जबलपुर में प्रस्तुत कर सकते हैं अन्यथा उक्त संपत्ति में नियमानुसार अग्रेतर कार्यवाही की जावेगी। 15 दिवस के बाद प्रस्तुत कोई आपत्ति मान्य नहीं होगी। bbox=[994, 1754, 1518, 1824]
jda-table-cell: 13-04-23 bbox=[1026, 2038, 1094, 2070]
indusind-table-cell: JJA01088G (JJ/MP19RS974/ S2F813260/MA1EZ2NR0N5G76885 bbox=[701, 1903, 876, 1923]
indusind-table-cell: IS5000482G (ISS)/MP35R3224/ S9M9050259/MCQ27P3DKA2074242 bbox=[701, 2086, 876, 2106]
jda-table-header: क्र. bbox=[994, 1856, 1026, 1888]
indusind-emblem-icon bbox=[935, 1807, 960, 1832]
bob-logo-en: Bank of Baroda bbox=[1201, 1395, 1281, 1406]
sant-headline: संस्कारधानी में 27 को होगा संत समागम bbox=[983, 1046, 1380, 1078]
sunset-time: 06.59 bbox=[38, 157, 101, 180]
uttarakhand-body: जबलपुर। उत्तराखंड में सिख, ईसाई और बुद्धवादियों का निरंतर पलान हो रहा है। नवभारत पार्टी के अनुसार स्थानीय रहवासी कुटिल भावनाओं का शिकार हो रहे हैं। श्री शरीफ खान ने कहा पलायन रोकने के लिए राष्ट्रपति व प्रधानमंत्री के नाम 22 जून को कलेक्टर के माध्यम से ज्ञापन सौंपा जाएगा। bbox=[983, 1431, 1157, 1530]
jda-table-cell: श्रीमती सरोज वर्मा पति श्री के.पी. वर्मा पता- 452, कमला नेहरू नगर, जबलपुर bbox=[1210, 1956, 1521, 1974]
indusind-table-cell: 8 bbox=[610, 2045, 631, 2065]
indusind-table-cell: अंश सांई कॉर्पोरेशन पवारा bbox=[876, 1923, 960, 1943]
bob-ad-alarm[interactable] bbox=[1166, 1378, 1529, 1575]
indusind-table bbox=[609, 1890, 960, 2147]
indusind-table-row bbox=[610, 2106, 960, 2127]
jda-table-cell: श्रीमती गुंजन चौहान पति श्री संतोष चौहान पता- 145, शांति नगर, गली नं. 6, राजीव गांधी वार्ड, दमोह नाका, जबलपुर bbox=[1210, 2006, 1521, 2038]
jda-table-cell: मुन्ना लाल पटेल, श्री किसन पटेल व दे वेन्द्र पटेल पिता स्व. श्री कुंअर लाल पटेल पता- 714, स्नेह नगर, जबलपुर bbox=[1210, 2038, 1521, 2070]
jda-table-cell: भू.क्र. 819 bbox=[1147, 1974, 1210, 2006]
rath-col-2 bbox=[218, 1298, 392, 1435]
vp-sub1-body: योग के लिए प्रेरित करने मुंबई से आए फेमस कार्टून कैरेक्टर मोटू-पतलू ने मंगलवार को होटल अन्नपूर्णा में बच्चों के साथ योगाभ्यास किया। विशेषतौर से अंतर्राष्ट्रीय योग दिवस पर शामिल होने आए मोटू-पतलू ने बच्चों के साथ डांस भी किया। मोटू-पतलू के साथ कार्टून कैरेक्टर रूप व अभिमन्यु बच्चों का उत्साहवर्धन करेंगे। bbox=[1348, 281, 1529, 380]
sunrise-time: 05.25 bbox=[38, 127, 101, 150]
sant-col-2: महाराज ने बताया कि बाबा कल्याण दास जी संरक्षण एवं जगतगुरु राघव देवाचार्या की अध्यक्षता में संपूर्ण आयोजन होगा। आयोजन 26 जून सुबह 10 बजे श्रीमद भागवत महापुराण से आरंभ होगा। 27 को प्रातः 10 bbox=[1166, 1257, 1343, 1327]
rath-mobile: मो.नं. 9301787018 bbox=[29, 1114, 105, 1124]
indusind-table-cell: वीरेन्द्र bbox=[631, 2106, 701, 2127]
indusind-table-header: पार्किंग यार्ड bbox=[876, 1891, 960, 1903]
indusind-table-cell: रामदयाल bbox=[631, 1943, 701, 1964]
indusind-table-cell: कांतई सिंह bbox=[631, 2086, 701, 2106]
meeting-illustration bbox=[224, 1634, 605, 1808]
jda-ref: क्र./संपत्ति/2023/1726 bbox=[994, 1680, 1103, 1694]
jda-table-header: योजना क्रमांक bbox=[1094, 1856, 1147, 1888]
